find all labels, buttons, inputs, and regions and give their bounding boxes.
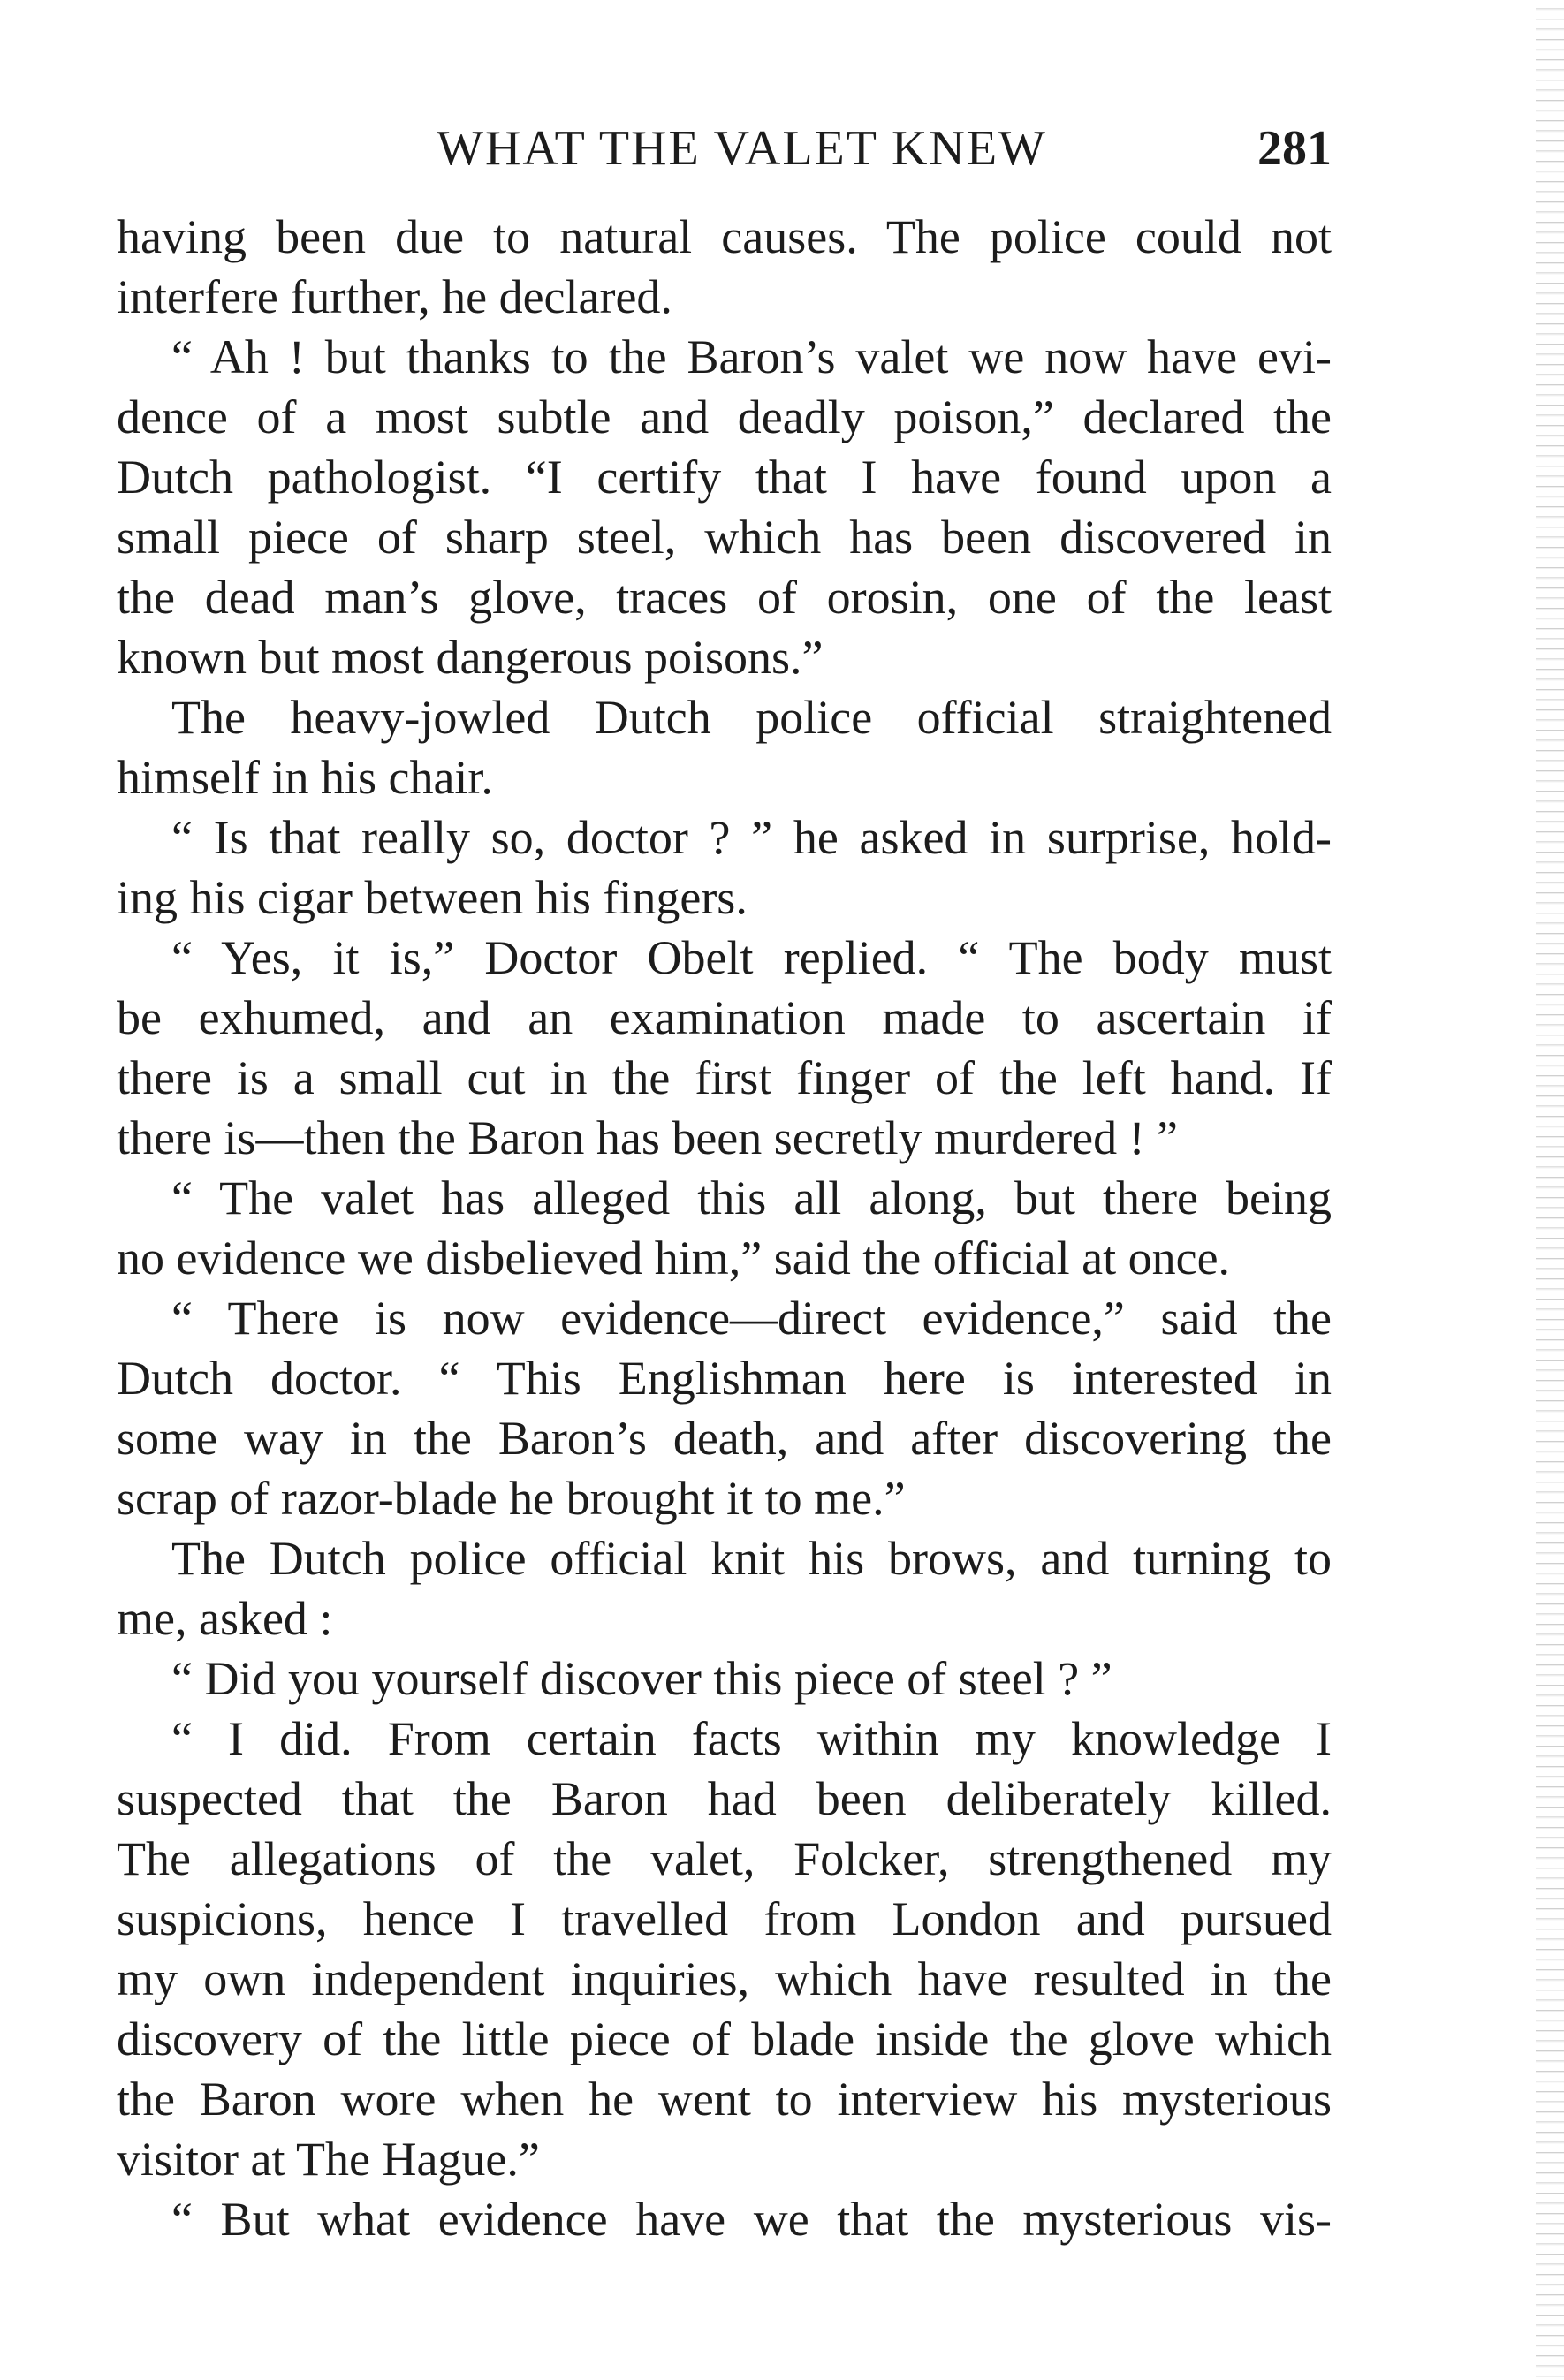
page-edge	[1536, 0, 1564, 2380]
text-line: The Dutch police official knit his brows, and turning to	[171, 1532, 1332, 1585]
text-line: The heavy-jowled Dutch police official straightened	[171, 691, 1332, 744]
text-line: known but most dangerous poisons.”	[117, 631, 824, 684]
text-line: “ Ah ! but thanks to the Baron’s valet we now have evi-	[171, 330, 1332, 383]
text-line: “ Yes, it is,” Doctor Obelt replied. “ The body must	[171, 931, 1332, 984]
running-title: WHAT THE VALET KNEW	[437, 121, 1047, 176]
running-head	[117, 113, 1332, 184]
page-number: 281	[1257, 121, 1332, 176]
text-line: Dutch pathologist. “I certify that I have found upon a	[117, 451, 1332, 504]
text-line: “ There is now evidence—direct evidence,” said the	[171, 1292, 1332, 1345]
text-line: be exhumed, and an examination made to ascertain if	[117, 991, 1332, 1044]
text-line: scrap of razor-blade he brought it to me.”	[117, 1472, 906, 1525]
text-line: “ The valet has alleged this all along, but there being	[171, 1171, 1332, 1224]
text-line: some way in the Baron’s death, and after discovering the	[117, 1412, 1332, 1465]
text-line: there is a small cut in the first finger of the left hand. If	[117, 1051, 1332, 1104]
text-line: suspected that the Baron had been deliberately killed.	[117, 1772, 1332, 1825]
text-line: no evidence we disbelieved him,” said the official at once.	[117, 1232, 1231, 1285]
text-line: suspicions, hence I travelled from London and pursued	[117, 1892, 1332, 1945]
text-line: Dutch doctor. “ This Englishman here is interested in	[117, 1352, 1332, 1405]
text-line: interfere further, he declared.	[117, 270, 672, 323]
text-line: The allegations of the valet, Folcker, strengthened my	[117, 1832, 1332, 1885]
text-line: there is—then the Baron has been secretly murdered ! ”	[117, 1111, 1179, 1164]
text-line: dence of a most subtle and deadly poison,” declared the	[117, 390, 1332, 443]
text-line: himself in his chair.	[117, 751, 493, 804]
text-line: “ But what evidence have we that the mysterious vis-	[171, 2193, 1332, 2246]
text-line: the Baron wore when he went to interview his mysterious	[117, 2073, 1332, 2126]
text-line: me, asked :	[117, 1592, 333, 1645]
text-line: my own independent inquiries, which have resulted in the	[117, 1952, 1332, 2005]
text-line: having been due to natural causes. The police could not	[117, 210, 1332, 263]
text-line: “ Is that really so, doctor ? ” he asked in surprise, hold-	[171, 811, 1332, 864]
text-line: discovery of the little piece of blade inside the glove which	[117, 2012, 1332, 2065]
text-line: ing his cigar between his fingers.	[117, 871, 748, 924]
text-line: small piece of sharp steel, which has been discovered in	[117, 511, 1332, 564]
text-line: “ I did. From certain facts within my knowledge I	[171, 1712, 1332, 1765]
text-line: the dead man’s glove, traces of orosin, one of the least	[117, 571, 1332, 624]
text-line: visitor at The Hague.”	[117, 2133, 540, 2186]
body-text	[117, 207, 1332, 2249]
text-line: “ Did you yourself discover this piece of steel ? ”	[171, 1652, 1112, 1705]
